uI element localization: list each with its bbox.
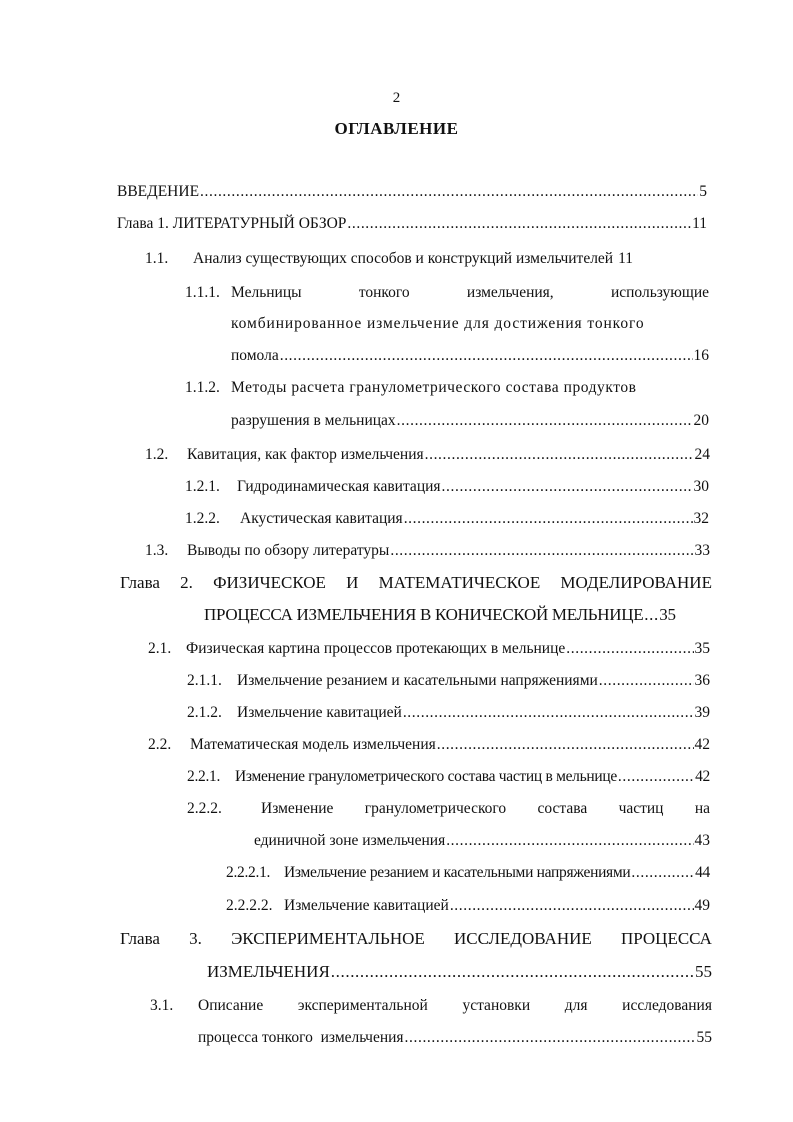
toc-entry-intro[interactable]	[117, 183, 707, 201]
page-number: 2	[392, 90, 401, 106]
toc-entry-title: Измельчение кавитацией	[237, 704, 402, 721]
toc-entry-title: Выводы по обзору литературы	[187, 542, 390, 559]
toc-entry-chapter-1[interactable]	[117, 215, 707, 233]
toc-entry-title-line-1: Описание экспериментальной установки для исследования	[198, 997, 712, 1014]
leader-dots	[347, 215, 691, 233]
toc-page-number: 44	[695, 864, 710, 881]
toc-section-number: 1.2.	[145, 446, 169, 463]
toc-entry-1-1-2[interactable]	[185, 379, 709, 397]
toc-entry-1-3[interactable]	[145, 542, 710, 560]
toc-entry-title: Кавитация, как фактор измельчения	[187, 446, 424, 463]
toc-entry-title: Изменение гранулометрического состава частиц в мельнице	[235, 768, 617, 785]
toc-entry-2-2-1[interactable]	[187, 768, 710, 786]
toc-entry-2-1-1[interactable]	[187, 672, 710, 690]
toc-page-number: 20	[693, 412, 709, 429]
toc-entry-3-1[interactable]	[150, 997, 712, 1015]
toc-entry-1-2[interactable]	[145, 446, 710, 464]
toc-entry-2-1-2[interactable]	[187, 704, 710, 722]
toc-page-number: 43	[694, 832, 710, 849]
page-title: ОГЛАВЛЕНИЕ	[334, 119, 459, 138]
leader-dots	[631, 864, 694, 882]
toc-entry-1-1-1[interactable]	[185, 284, 709, 302]
toc-entry-title-line-1: Изменение гранулометрического состава частиц на	[261, 800, 710, 817]
toc-section-number: 2.2.2.1.	[226, 864, 271, 881]
toc-section-number: 2.1.2.	[187, 704, 222, 721]
toc-page-number: 42	[695, 768, 710, 785]
leader-dots	[442, 478, 693, 496]
leader-dots	[425, 446, 694, 464]
leader-dots	[280, 347, 693, 365]
leader-dots	[644, 605, 658, 625]
toc-entry-2-2-2-line-2: единичной зоне измельчения ..... 43	[254, 832, 710, 850]
toc-entry-title-line-1: Глава 2. ФИЗИЧЕСКОЕ И МАТЕМАТИЧЕСКОЕ МОДЕЛИРОВАНИЕ	[120, 573, 712, 592]
toc-section-number: 1.3.	[145, 542, 169, 559]
toc-entry-title-line-1: Методы расчета гранулометрического состава продуктов	[231, 379, 637, 396]
leader-dots	[390, 542, 693, 560]
leader-dots	[200, 183, 698, 201]
toc-page-number: 42	[694, 736, 710, 753]
toc-entry-2-2-2-1[interactable]	[226, 864, 710, 882]
toc-entry-chapter-2[interactable]	[120, 573, 712, 593]
leader-dots	[404, 510, 693, 528]
toc-page-number: 35	[659, 605, 676, 624]
toc-entry-1-2-1[interactable]	[185, 478, 709, 496]
toc-section-number: 2.1.1.	[187, 672, 222, 689]
toc-page-number: 11	[692, 215, 707, 232]
leader-dots	[403, 704, 694, 722]
toc-page-number: 39	[694, 704, 710, 721]
toc-entry-chapter-2-line-2: ПРОЦЕССА ИЗМЕЛЬЧЕНИЯ В КОНИЧЕСКОЙ МЕЛЬНИЦЕ ..... 35	[204, 605, 712, 625]
leader-dots	[437, 736, 694, 754]
toc-section-number: 1.1.	[145, 250, 169, 267]
leader-dots	[331, 962, 694, 982]
toc-entry-1-2-2[interactable]	[185, 510, 709, 528]
toc-page-number: 32	[693, 510, 709, 527]
toc-section-number: 1.1.1.	[185, 284, 220, 301]
toc-page-number: 24	[694, 446, 710, 463]
toc-section-number: 3.1.	[150, 997, 174, 1014]
toc-entry-3-1-line-2: процесса тонкого измельчения ..... 55	[198, 1029, 712, 1047]
leader-dots	[450, 897, 694, 915]
toc-page-number: 30	[693, 478, 709, 495]
toc-page-number: 55	[695, 962, 712, 981]
toc-entry-title: Измельчение резанием и касательными напряжениями	[284, 864, 631, 881]
toc-entry-title: Гидродинамическая кавитация	[237, 478, 441, 495]
leader-dots	[618, 768, 694, 786]
toc-page-number: 11	[618, 250, 634, 267]
leader-dots	[446, 832, 693, 850]
toc-page-number: 55	[696, 1029, 712, 1046]
leader-dots	[566, 640, 693, 658]
toc-page-number: 49	[694, 897, 710, 914]
toc-entry-1-1[interactable]	[145, 250, 710, 268]
leader-dots	[599, 672, 694, 690]
toc-entry-title: Анализ существующих способов и конструкций измельчителей	[193, 250, 614, 267]
toc-section-number: 1.2.1.	[185, 478, 220, 495]
toc-entry-1-1-2-line-2: разрушения в мельницах ..... 20	[231, 412, 709, 430]
toc-section-number: 1.1.2.	[185, 379, 220, 396]
toc-section-number: 2.2.1.	[187, 768, 221, 785]
toc-entry-1-1-1-line-2: комбинированное измельчение для достижения тонкого	[231, 315, 645, 332]
toc-section-number: 1.2.2.	[185, 510, 220, 527]
toc-page-number: 36	[694, 672, 710, 689]
toc-entry-title: Математическая модель измельчения	[190, 736, 436, 753]
leader-dots	[405, 1029, 696, 1047]
toc-entry-chapter-3-line-2: ИЗМЕЛЬЧЕНИЯ ..... 55	[207, 962, 712, 982]
toc-entry-2-2[interactable]	[148, 736, 710, 754]
toc-entry-title-line-1: Глава 3. ЭКСПЕРИМЕНТАЛЬНОЕ ИССЛЕДОВАНИЕ ПРОЦЕССА	[120, 929, 712, 948]
toc-entry-1-1-1-line-3: помола ..... 16	[231, 347, 709, 365]
toc-entry-title: ВВЕДЕНИЕ	[117, 183, 200, 200]
toc-entry-title: Глава 1. ЛИТЕРАТУРНЫЙ ОБЗОР	[117, 215, 347, 232]
toc-entry-title: Акустическая кавитация	[240, 510, 403, 527]
toc-entry-title: Физическая картина процессов протекающих в мельнице	[186, 640, 566, 657]
toc-entry-title: Измельчение кавитацией	[284, 897, 449, 914]
toc-section-number: 2.1.	[148, 640, 172, 657]
toc-page-number: 5	[699, 183, 707, 200]
toc-section-number: 2.2.	[148, 736, 172, 753]
toc-page-number: 16	[693, 347, 709, 364]
toc-entry-chapter-3[interactable]	[120, 929, 712, 949]
toc-entry-title-line-1: Мельницы тонкого измельчения, использующие	[231, 284, 709, 301]
toc-entry-title: Измельчение резанием и касательными напряжениями	[237, 672, 598, 689]
toc-page-number: 35	[694, 640, 710, 657]
toc-section-number: 2.2.2.2.	[226, 897, 273, 914]
leader-dots	[397, 412, 693, 430]
toc-entry-2-1[interactable]	[148, 640, 710, 658]
toc-entry-2-2-2-2[interactable]	[226, 897, 710, 915]
toc-section-number: 2.2.2.	[187, 800, 222, 817]
toc-page-number: 33	[694, 542, 710, 559]
toc-entry-2-2-2[interactable]	[187, 800, 710, 818]
